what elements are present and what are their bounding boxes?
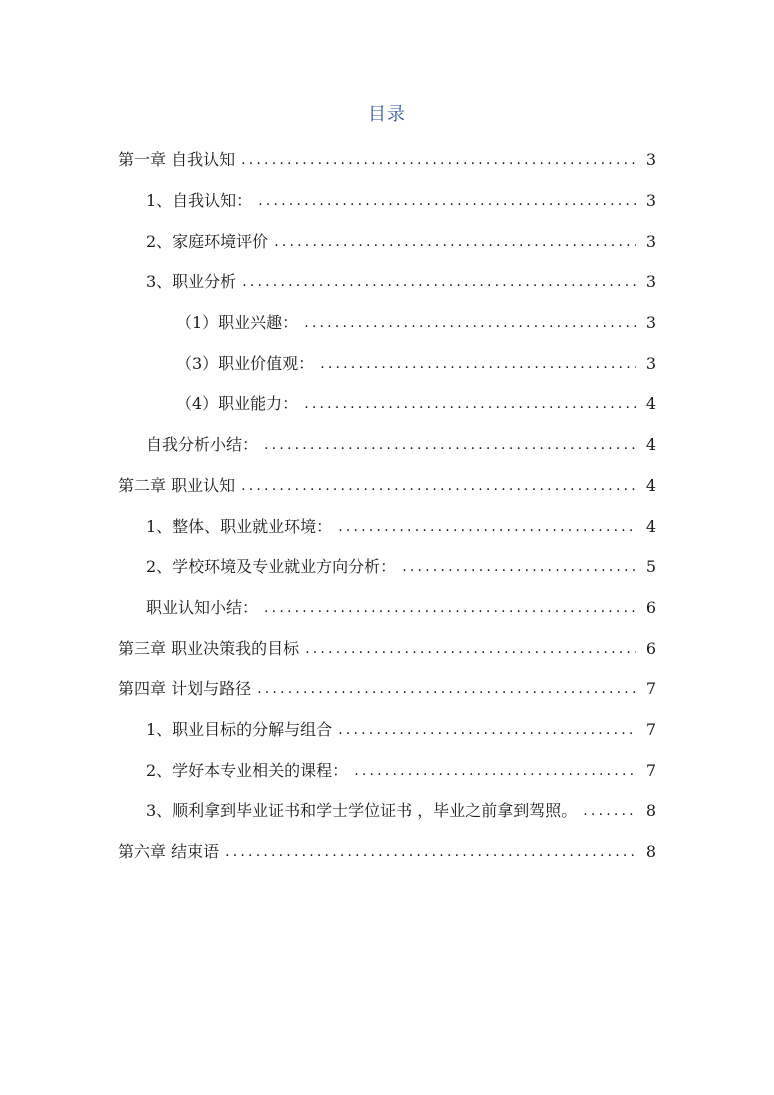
dot-leader <box>304 397 636 411</box>
dot-leader <box>241 479 636 493</box>
toc-entry-page: 4 <box>645 394 656 414</box>
toc-entry-label: 自我分析小结： <box>146 435 259 455</box>
dot-leader <box>320 357 636 371</box>
dot-leader <box>354 764 636 778</box>
toc-entry[interactable] <box>0 832 774 873</box>
toc-entry-page: 7 <box>645 679 656 699</box>
toc-entry-page: 7 <box>645 719 656 739</box>
toc-entry-label: 1、整体、职业就业环境： <box>146 516 333 536</box>
toc-entry-page: 4 <box>645 435 656 455</box>
toc-entry-page: 3 <box>645 313 656 333</box>
toc-entry-label: （3）职业价值观： <box>176 353 315 373</box>
toc-entry-page: 7 <box>645 760 656 780</box>
toc-entry-label: 3、顺利拿到毕业证书和学士学位证书 ，毕业之前拿到驾照。 <box>146 801 578 821</box>
toc-entry[interactable] <box>0 303 774 344</box>
dot-leader <box>264 438 636 452</box>
toc-entry[interactable] <box>0 221 774 262</box>
toc-entry[interactable] <box>0 588 774 629</box>
toc-entry-label: 2、学好本专业相关的课程： <box>146 760 349 780</box>
toc-entry-page: 5 <box>645 557 656 577</box>
dot-leader <box>241 153 636 167</box>
toc-title: 目录 <box>368 104 406 125</box>
toc-entry[interactable] <box>0 262 774 303</box>
toc-entry-page: 8 <box>645 842 656 862</box>
toc-entry-label: 第四章 计划与路径 <box>118 679 252 699</box>
toc-entry[interactable] <box>0 547 774 588</box>
dot-leader <box>305 642 636 656</box>
toc-entry-label: 职业认知小结： <box>146 597 259 617</box>
toc-entry-label: （1）职业兴趣： <box>176 313 299 333</box>
dot-leader <box>242 275 636 289</box>
toc-entry[interactable] <box>0 506 774 547</box>
toc-entry-label: 2、学校环境及专业就业方向分析： <box>146 557 397 577</box>
toc-entry-label: 第三章 职业决策我的目标 <box>118 638 300 658</box>
dot-leader <box>225 845 636 859</box>
toc-entry-page: 3 <box>645 272 656 292</box>
toc-entry[interactable] <box>0 384 774 425</box>
toc-entry-label: 第六章 结束语 <box>118 842 220 862</box>
toc-entry-label: 第一章 自我认知 <box>118 150 236 170</box>
toc-entry[interactable] <box>0 425 774 466</box>
toc-entry[interactable] <box>0 669 774 710</box>
toc-entry-label: 1、自我认知： <box>146 191 253 211</box>
toc-entry-page: 3 <box>645 191 656 211</box>
toc-entry[interactable] <box>0 140 774 181</box>
toc-entry-page: 8 <box>645 801 656 821</box>
toc-entry-label: 第二章 职业认知 <box>118 475 236 495</box>
dot-leader <box>274 235 636 249</box>
dot-leader <box>402 560 636 574</box>
toc-entry-label: 1、职业目标的分解与组合 <box>146 719 333 739</box>
toc-entry[interactable] <box>0 750 774 791</box>
toc-entry-page: 3 <box>645 150 656 170</box>
dot-leader <box>264 601 636 615</box>
toc-entry[interactable] <box>0 181 774 222</box>
dot-leader <box>338 723 636 737</box>
toc-entry[interactable] <box>0 343 774 384</box>
toc-entry-label: 3、职业分析 <box>146 272 237 292</box>
dot-leader <box>258 194 636 208</box>
toc-entry[interactable] <box>0 628 774 669</box>
dot-leader <box>338 520 636 534</box>
toc-entry-page: 6 <box>645 638 656 658</box>
toc-entry-page: 3 <box>645 353 656 373</box>
toc-entry[interactable] <box>0 710 774 751</box>
dot-leader <box>583 804 636 818</box>
dot-leader <box>304 316 636 330</box>
toc-entry-label: （4）职业能力： <box>176 394 299 414</box>
table-of-contents <box>0 140 774 872</box>
toc-entry-page: 6 <box>645 597 656 617</box>
toc-entry-page: 4 <box>645 516 656 536</box>
dot-leader <box>257 682 636 696</box>
toc-entry-label: 2、家庭环境评价 <box>146 231 269 251</box>
toc-entry-page: 4 <box>645 475 656 495</box>
toc-entry[interactable] <box>0 466 774 507</box>
toc-entry-page: 3 <box>645 231 656 251</box>
toc-entry[interactable] <box>0 791 774 832</box>
